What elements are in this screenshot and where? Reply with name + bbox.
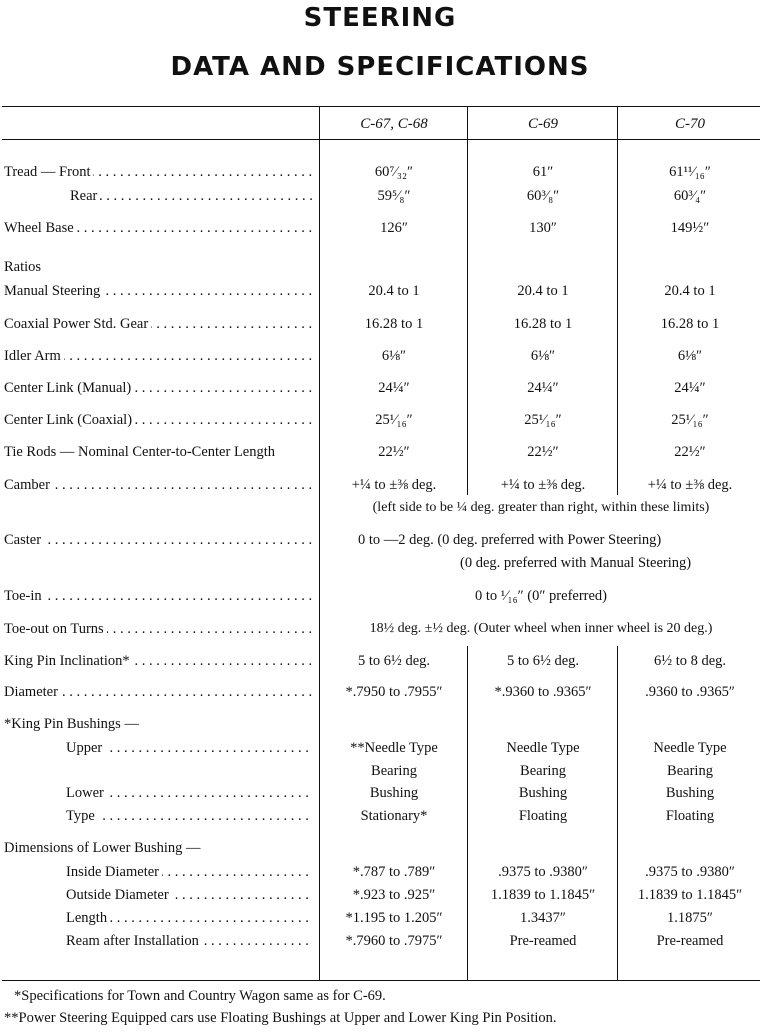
table-row — [0, 185, 760, 207]
row-label: Tie Rods — Nominal Center-to-Center Length — [4, 444, 278, 460]
cell: *.7960 to .7975″ — [345, 933, 443, 949]
cell: 16.28 to 1 — [364, 316, 424, 332]
table-row — [0, 529, 760, 551]
table-row — [0, 737, 760, 759]
page-subtitle: DATA AND SPECIFICATIONS — [170, 52, 590, 82]
cell: 22½″ — [674, 444, 706, 460]
table-row — [0, 713, 760, 735]
cell: Floating — [518, 808, 568, 824]
table-row — [0, 409, 760, 431]
row-label: Upper — [66, 740, 105, 756]
cell: 60³⁄₄″ — [673, 188, 707, 204]
table-row — [0, 837, 760, 859]
table-row — [0, 782, 760, 804]
cell: +¼ to ±⅜ deg. — [647, 477, 733, 493]
cell: Pre-reamed — [656, 933, 724, 949]
cell: 6⅛″ — [381, 348, 407, 364]
row-label: Manual Steering — [4, 283, 103, 299]
table-top-rule — [2, 106, 760, 107]
table-row — [0, 805, 760, 827]
row-label: Wheel Base — [4, 220, 77, 236]
cell: 149½″ — [670, 220, 710, 236]
cell: 16.28 to 1 — [660, 316, 720, 332]
table-row — [0, 861, 760, 883]
table-row — [0, 760, 760, 782]
table-row — [0, 681, 760, 703]
table-row — [0, 377, 760, 399]
cell: 6⅛″ — [530, 348, 556, 364]
cell: Floating — [665, 808, 715, 824]
cell: *1.195 to 1.205″ — [345, 910, 443, 926]
footnote-1: *Specifications for Town and Country Wagon same as for C-69. — [14, 988, 386, 1004]
row-label: Camber — [4, 477, 53, 493]
table-header-rule — [2, 139, 760, 140]
table-row — [0, 930, 760, 952]
cell: Bearing — [520, 763, 566, 779]
table-row — [0, 552, 760, 574]
cell: Bushing — [369, 785, 419, 801]
row-label: Diameter — [4, 684, 61, 700]
cell: 25¹⁄₁₆″ — [524, 412, 562, 428]
cell: 25¹⁄₁₆″ — [671, 412, 709, 428]
table-row — [0, 650, 760, 672]
table-row — [0, 441, 760, 463]
table-row — [0, 161, 760, 183]
cell: *.923 to .925″ — [352, 887, 436, 903]
cell: 22½″ — [527, 444, 559, 460]
cell: 1.1875″ — [667, 910, 713, 926]
cell: Bearing — [371, 763, 417, 779]
table-row — [0, 474, 760, 496]
toe-out-value: 18½ deg. ±½ deg. (Outer wheel when inner wheel is 20 deg.) — [369, 621, 713, 636]
cell: .9360 to .9365″ — [645, 684, 735, 700]
cell: 130″ — [529, 220, 557, 236]
cell: 6½ to 8 deg. — [653, 653, 727, 669]
row-label: Length — [66, 910, 110, 926]
row-label: Center Link (Manual) — [4, 380, 134, 396]
row-label: Outside Diameter — [66, 887, 172, 903]
section-label: Dimensions of Lower Bushing — — [4, 840, 204, 856]
row-label: Ream after Installation — [66, 933, 202, 949]
cell: Bushing — [665, 785, 715, 801]
row-label: Inside Diameter — [66, 864, 162, 880]
cell: 20.4 to 1 — [368, 283, 420, 299]
row-label: Tread — Front — [4, 164, 93, 180]
table-row — [0, 217, 760, 239]
row-label: Rear — [70, 188, 100, 204]
row-label: King Pin Inclination* — [4, 653, 133, 669]
cell: 24¼″ — [378, 380, 410, 396]
cell: 16.28 to 1 — [513, 316, 573, 332]
table-row — [0, 497, 760, 519]
cell: 61″ — [532, 164, 554, 180]
row-label: Caster — [4, 532, 44, 548]
row-label: Type — [66, 808, 98, 824]
column-header-c69: C-69 — [528, 116, 558, 132]
cell: Bearing — [667, 763, 713, 779]
page-title: STEERING — [303, 3, 457, 33]
cell: 60⁷⁄₃₂″ — [374, 164, 414, 180]
cell: 20.4 to 1 — [664, 283, 716, 299]
cell: +¼ to ±⅜ deg. — [351, 477, 437, 493]
table-row — [0, 345, 760, 367]
toe-in-value: 0 to ¹⁄₁₆″ (0″ preferred) — [474, 588, 607, 604]
cell: 20.4 to 1 — [517, 283, 569, 299]
cell: 1.1839 to 1.1845″ — [490, 887, 596, 903]
cell: 1.1839 to 1.1845″ — [637, 887, 743, 903]
cell: 61¹¹⁄₁₆″ — [669, 164, 711, 180]
section-label: Ratios — [4, 259, 44, 275]
row-label: Center Link (Coaxial) — [4, 412, 135, 428]
column-header-c70: C-70 — [675, 116, 705, 132]
cell: 25¹⁄₁₆″ — [375, 412, 413, 428]
cell: 5 to 6½ deg. — [357, 653, 431, 669]
cell: 24¼″ — [674, 380, 706, 396]
caster-value: 0 to —2 deg. (0 deg. preferred with Power Steering) — [358, 532, 662, 548]
caster-value-2: (0 deg. preferred with Manual Steering) — [460, 555, 692, 571]
cell: 6⅛″ — [677, 348, 703, 364]
table-row — [0, 618, 760, 640]
cell: *.787 to .789″ — [352, 864, 436, 880]
cell: Stationary* — [360, 808, 428, 824]
table-row — [0, 313, 760, 335]
table-row — [0, 585, 760, 607]
row-label: Toe-in — [4, 588, 45, 604]
cell: .9375 to .9380″ — [498, 864, 588, 880]
row-label: Idler Arm — [4, 348, 64, 364]
cell: *.9360 to .9365″ — [494, 684, 592, 700]
footnote-2: **Power Steering Equipped cars use Floating Bushings at Upper and Lower King Pin Position. — [4, 1010, 557, 1026]
table-bottom-rule — [2, 980, 760, 981]
row-label: Lower — [66, 785, 107, 801]
camber-note: (left side to be ¼ deg. greater than right, within these limits) — [372, 500, 710, 515]
cell: 5 to 6½ deg. — [506, 653, 580, 669]
table-row — [0, 884, 760, 906]
row-label: Toe-out on Turns — [4, 621, 107, 637]
section-label: *King Pin Bushings — — [4, 716, 142, 732]
cell: Needle Type — [506, 740, 580, 756]
cell: 59⁵⁄₈″ — [377, 188, 411, 204]
cell: .9375 to .9380″ — [645, 864, 735, 880]
cell: Needle Type — [653, 740, 727, 756]
row-label: Coaxial Power Std. Gear — [4, 316, 151, 332]
cell: Pre-reamed — [509, 933, 577, 949]
table-row — [0, 280, 760, 302]
table-row — [0, 907, 760, 929]
cell: 126″ — [380, 220, 408, 236]
table-row — [0, 256, 760, 278]
cell: 1.3437″ — [520, 910, 566, 926]
cell: +¼ to ±⅜ deg. — [500, 477, 586, 493]
cell: 24¼″ — [527, 380, 559, 396]
cell: **Needle Type — [350, 740, 438, 756]
cell: *.7950 to .7955″ — [345, 684, 443, 700]
cell: 22½″ — [378, 444, 410, 460]
cell: Bushing — [518, 785, 568, 801]
column-header-c67: C-67, C-68 — [360, 116, 428, 132]
cell: 60³⁄₈″ — [526, 188, 560, 204]
